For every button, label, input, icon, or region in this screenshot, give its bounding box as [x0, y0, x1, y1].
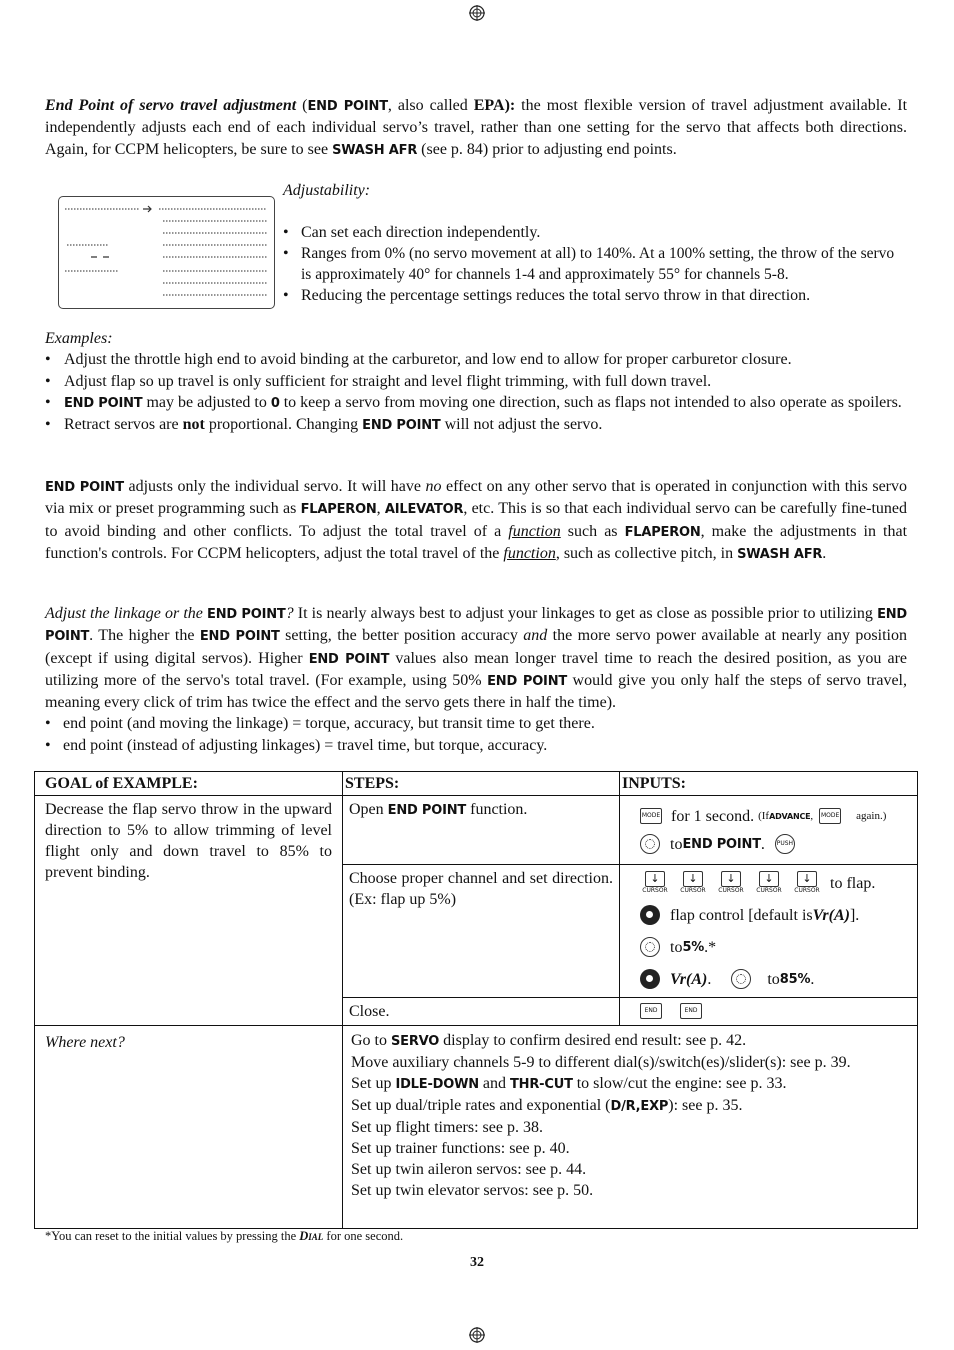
- where-next-item: Go to SERVO display to confirm desired end result: see p. 42.: [351, 1032, 747, 1049]
- footnote: *You can reset to the initial values by pressing the Dial for one second.: [45, 1229, 404, 1243]
- end-key-icon: END: [680, 1003, 702, 1019]
- linkage-paragraph: Adjust the linkage or the END POINT? It is nearly always best to adjust your linkages to get as close as possible prior to utilizing END POINT. The higher the END POINT setting, the better position accuracy and the more servo power available at nearly any position (except if using digital servos). Higher END POINT values also mean longer travel time to reach the desired position, as you are utilizing more of the servo's total travel. (For example, using 50% END POINT would give you only half the steps of servo travel, meaning every click of trim has twice the effect and the servo gets there in half the time). • end point (and moving the linkage) = torque, accuracy, but transit time to get there. • end point (instead of adjusting linkages) = travel time, but torque, accuracy.: [45, 603, 907, 756]
- mode-key-icon: MODE: [640, 808, 662, 824]
- linkage-item: • end point (and moving the linkage) = torque, accuracy, but transit time to get there.: [45, 713, 907, 734]
- cursor-down-key-icon: ↓ CURSOR: [718, 872, 744, 894]
- goal-description: Decrease the flap servo throw in the upward direction to 5% to allow trimming of level flight only and down travel to 85% to prevent binding.: [35, 796, 343, 1026]
- cursor-down-key-icon: ↓ CURSOR: [642, 872, 668, 894]
- column-header-steps: STEPS:: [343, 772, 620, 796]
- where-next-label: Where next?: [35, 1026, 343, 1229]
- cursor-down-key-icon: ↓ CURSOR: [680, 872, 706, 894]
- cursor-down-key-icon: ↓ CURSOR: [794, 872, 820, 894]
- example-item: • Adjust flap so up travel is only sufficient for straight and level flight trimming, with full down travel.: [45, 371, 907, 392]
- step-open: Open END POINT function.: [343, 796, 620, 865]
- step-close: Close.: [343, 998, 620, 1026]
- dial-turn-icon: [731, 969, 751, 989]
- adjustability-section: [283, 180, 908, 306]
- step-choose-channel: Choose proper channel and set direction. (Ex: flap up 5%): [343, 865, 620, 998]
- where-next-item: Set up dual/triple rates and exponential (D/R,EXP): see p. 35.: [351, 1097, 743, 1114]
- where-next-item: Set up twin aileron servos: see p. 44.: [351, 1161, 587, 1178]
- lcd-screen-illustration: [58, 196, 275, 309]
- adjustability-item: • Reducing the percentage settings reduces the total servo throw in that direction.: [283, 285, 908, 306]
- adjustability-heading: Adjustability:: [283, 182, 371, 199]
- examples-heading: Examples:: [45, 330, 113, 347]
- adjustability-item: • Ranges from 0% (no servo movement at all) to 140%. At a 100% setting, the throw of the servo is approximately 40° for channels 1-4 and approximately 55° for channels 5-8.: [283, 243, 908, 285]
- examples-section: [45, 328, 907, 436]
- example-item: • END POINT may be adjusted to 0 to keep a servo from moving one direction, such as flaps not intended to also operate as spoilers.: [45, 392, 907, 414]
- lcd-pixel-display: [59, 197, 274, 308]
- intro-paragraph: End Point of servo travel adjustment (END POINT, also called EPA): the most flexible version of travel adjustment available. It independently adjusts each end of each individual servo’s travel, rather than one setting for the servo that affects both directions. Again, for CCPM helicopters, be sure to see SWASH AFR (see p. 84) prior to adjusting end points.: [45, 97, 908, 158]
- where-next-item: Set up twin elevator servos: see p. 50.: [351, 1182, 594, 1199]
- inputs-open: MODE for 1 second. (If ADVANCE , MODE again.) to END POINT . PUSH: [620, 796, 918, 865]
- cursor-down-key-icon: ↓ CURSOR: [756, 872, 782, 894]
- mode-key-icon: MODE: [819, 808, 841, 824]
- page-number: 32: [470, 1255, 484, 1270]
- goal-of-example-table: [34, 771, 918, 1229]
- example-item: • Adjust the throttle high end to avoid binding at the carburetor, and low end to allow for proper carburetor closure.: [45, 349, 907, 370]
- dial-push-icon: PUSH: [775, 834, 795, 854]
- inputs-choose-channel: ↓ CURSOR ↓ CURSOR ↓ CURSOR ↓ CURSOR ↓ CURSOR to flap. flap control [default is Vr(A) ]. to 5% .* Vr(A) . to 85% .: [620, 865, 918, 998]
- column-header-inputs: INPUTS:: [620, 772, 918, 796]
- column-header-goal: GOAL of EXAMPLE:: [35, 772, 343, 796]
- where-next-item: Move auxiliary channels 5-9 to different dial(s)/switch(es)/slider(s): see p. 39.: [351, 1054, 851, 1071]
- where-next-list: [343, 1026, 918, 1229]
- dial-turn-icon: [640, 937, 660, 957]
- individual-servo-paragraph: END POINT adjusts only the individual servo. It will have no effect on any other servo that is operated in conjunction with this servo via mix or preset programming such as FLAPERON, AILEVATOR, etc. This is so that each individual servo can be carefully fine-tuned to avoid binding and other conflicts. To adjust the total travel of a function such as FLAPERON, make the adjustments in that function's controls. For CCPM helicopters, adjust the total travel of the function, such as collective pitch, in SWASH AFR.: [45, 478, 908, 562]
- registration-mark-icon: [469, 5, 485, 21]
- adjustability-item: • Can set each direction independently.: [283, 222, 908, 243]
- where-next-item: Set up trainer functions: see p. 40.: [351, 1140, 570, 1157]
- dial-turn-icon: [640, 834, 660, 854]
- registration-mark-icon: [469, 1327, 485, 1343]
- example-item: • Retract servos are not proportional. Changing END POINT will not adjust the servo.: [45, 414, 907, 436]
- where-next-item: Set up IDLE-DOWN and THR-CUT to slow/cut the engine: see p. 33.: [351, 1075, 787, 1092]
- end-key-icon: END: [640, 1003, 662, 1019]
- vr-knob-icon: [640, 969, 660, 989]
- inputs-close: [620, 998, 918, 1026]
- flap-control-knob-icon: [640, 905, 660, 925]
- linkage-item: • end point (instead of adjusting linkages) = travel time, but torque, accuracy.: [45, 735, 907, 756]
- where-next-item: Set up flight timers: see p. 38.: [351, 1119, 543, 1136]
